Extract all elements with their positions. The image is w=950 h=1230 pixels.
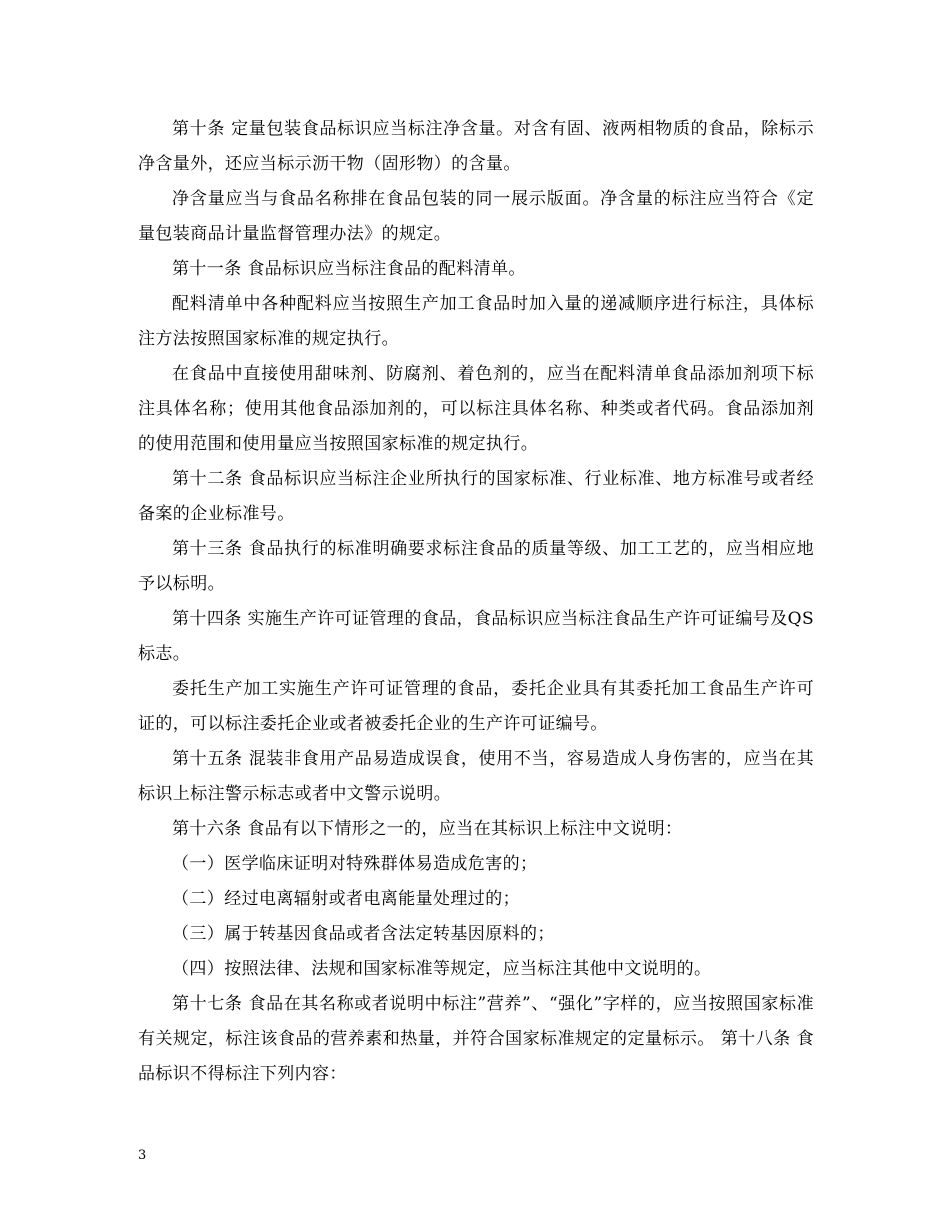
paragraph-article-17-18: 第十七条 食品在其名称或者说明中标注”营养”、“强化”字样的，应当按照国家标准有关规定，标注该食品的营养素和热量，并符合国家标准规定的定量标示。 第十八条 食品标识不得标注下列内容： [138, 994, 815, 1084]
paragraph-article-10: 第十条 定量包装食品标识应当标注净含量。对含有固、液两相物质的食品，除标示净含量外，还应当标示沥干物（固形物）的含量。 [138, 119, 814, 174]
paragraph-net-content: 净含量应当与食品名称排在食品包装的同一展示版面。净含量的标注应当符合《定量包装商品计量监督管理办法》的规定。 [138, 189, 814, 244]
page-number: 3 [138, 1148, 147, 1163]
paragraph-article-11: 第十一条 食品标识应当标注食品的配料清单。 [172, 259, 526, 279]
paragraph-article-14: 第十四条 实施生产许可证管理的食品，食品标识应当标注食品生产许可证编号及QS标志。 [138, 609, 814, 664]
list-item-4: （四）按照法律、法规和国家标准等规定，应当标注其他中文说明的。 [172, 959, 712, 979]
paragraph-article-15: 第十五条 混装非食用产品易造成误食，使用不当，容易造成人身伤害的，应当在其标识上标注警示标志或者中文警示说明。 [138, 749, 814, 804]
document-body [138, 112, 814, 1092]
paragraph-ingredient-order: 配料清单中各种配料应当按照生产加工食品时加入量的递减顺序进行标注，具体标注方法按照国家标准的规定执行。 [138, 294, 814, 349]
paragraph-article-16: 第十六条 食品有以下情形之一的，应当在其标识上标注中文说明： [172, 819, 683, 839]
paragraph-article-13: 第十三条 食品执行的标准明确要求标注食品的质量等级、加工工艺的，应当相应地予以标明。 [138, 539, 814, 594]
paragraph-food-additives: 在食品中直接使用甜味剂、防腐剂、着色剂的，应当在配料清单食品添加剂项下标注具体名称；使用其他食品添加剂的，可以标注具体名称、种类或者代码。食品添加剂的使用范围和使用量应当按照国家标准的规定执行。 [138, 364, 814, 454]
list-item-2: （二）经过电离辐射或者电离能量处理过的； [172, 889, 520, 909]
list-item-1: （一）医学临床证明对特殊群体易造成危害的； [172, 854, 538, 874]
list-item-3: （三）属于转基因食品或者含法定转基因原料的； [172, 924, 555, 944]
paragraph-commissioned-production: 委托生产加工实施生产许可证管理的食品，委托企业具有其委托加工食品生产许可证的，可以标注委托企业或者被委托企业的生产许可证编号。 [138, 679, 814, 734]
paragraph-article-12: 第十二条 食品标识应当标注企业所执行的国家标准、行业标准、地方标准号或者经备案的企业标准号。 [138, 469, 814, 524]
